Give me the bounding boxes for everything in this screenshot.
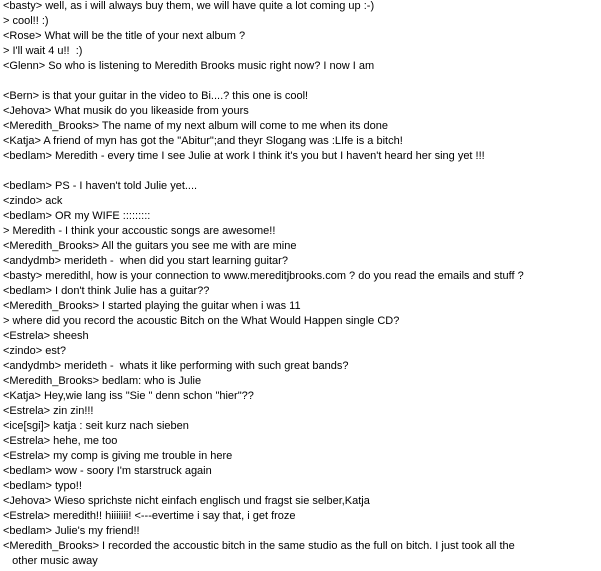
chat-line-blank [3,74,599,89]
chat-line-blank [3,164,599,179]
chat-line: <basty> meredithl, how is your connection to www.mereditjbrooks.com ? do you read the emails and stuff ? [3,270,524,282]
chat-line: <bedlam> I don't think Julie has a guitar?? [3,285,210,297]
chat-line: <Jehova> Wieso sprichste nicht einfach englisch und fragst sie selber,Katja [3,495,370,507]
chat-line: <andydmb> merideth - whats it like performing with such great bands? [3,360,349,372]
chat-line: <zindo> est? [3,345,66,357]
chat-line: <Meredith_Brooks> All the guitars you see me with are mine [3,240,297,252]
chat-line: <bedlam> wow - soory I'm starstruck again [3,465,212,477]
chat-line: <Jehova> What musik do you likeaside from yours [3,105,249,117]
chat-line: other music away [3,555,98,567]
chat-line: <Estrela> meredith!! hiiiiiii! <---evertime i say that, i get froze [3,510,296,522]
chat-line: <ice[sgi]> katja : seit kurz nach sieben [3,420,189,432]
chat-line: <zindo> ack [3,195,63,207]
chat-line: > I'll wait 4 u!! :) [3,45,83,57]
chat-line: <bedlam> PS - I haven't told Julie yet.... [3,180,198,192]
chat-line: <Bern> is that your guitar in the video to Bi....? this one is cool! [3,90,309,102]
chat-line: <Estrela> my comp is giving me trouble in here [3,450,233,462]
chat-line: <basty> well, as i will always buy them, we will have quite a lot coming up :-) [3,0,375,12]
chat-line: <Glenn> So who is listening to Meredith Brooks music right now? I now I am [3,60,375,72]
chat-line: <bedlam> Julie's my friend!! [3,525,140,537]
chat-line: <bedlam> Meredith - every time I see Julie at work I think it's you but I haven't heard her sing yet !!! [3,150,485,162]
chat-line: <Meredith_Brooks> I recorded the accoustic bitch in the same studio as the full on bitch. I just took all the [3,540,515,552]
chat-line: <Meredith_Brooks> The name of my next album will come to me when its done [3,120,388,132]
chat-line: > cool!! :) [3,15,49,27]
chat-line: <andydmb> merideth - when did you start learning guitar? [3,255,288,267]
chat-log [3,0,599,569]
chat-line: <bedlam> typo!! [3,480,82,492]
chat-line: <Estrela> hehe, me too [3,435,118,447]
chat-line: <Rose> What will be the title of your next album ? [3,30,246,42]
chat-line: > Meredith - I think your accoustic songs are awesome!! [3,225,276,237]
chat-line: <Meredith_Brooks> bedlam: who is Julie [3,375,202,387]
chat-line: <bedlam> OR my WIFE ::::::::: [3,210,151,222]
chat-line: <Estrela> zin zin!!! [3,405,94,417]
chat-line: <Estrela> sheesh [3,330,89,342]
chat-line: <Meredith_Brooks> I started playing the guitar when i was 11 [3,300,301,312]
chat-line: <Katja> A friend of myn has got the "Abitur";and theyr Slogang was :LIfe is a bitch! [3,135,403,147]
chat-line: <Katja> Hey,wie lang iss "Sie " denn schon "hier"?? [3,390,254,402]
chat-line: > where did you record the acoustic Bitch on the What Would Happen single CD? [3,315,400,327]
